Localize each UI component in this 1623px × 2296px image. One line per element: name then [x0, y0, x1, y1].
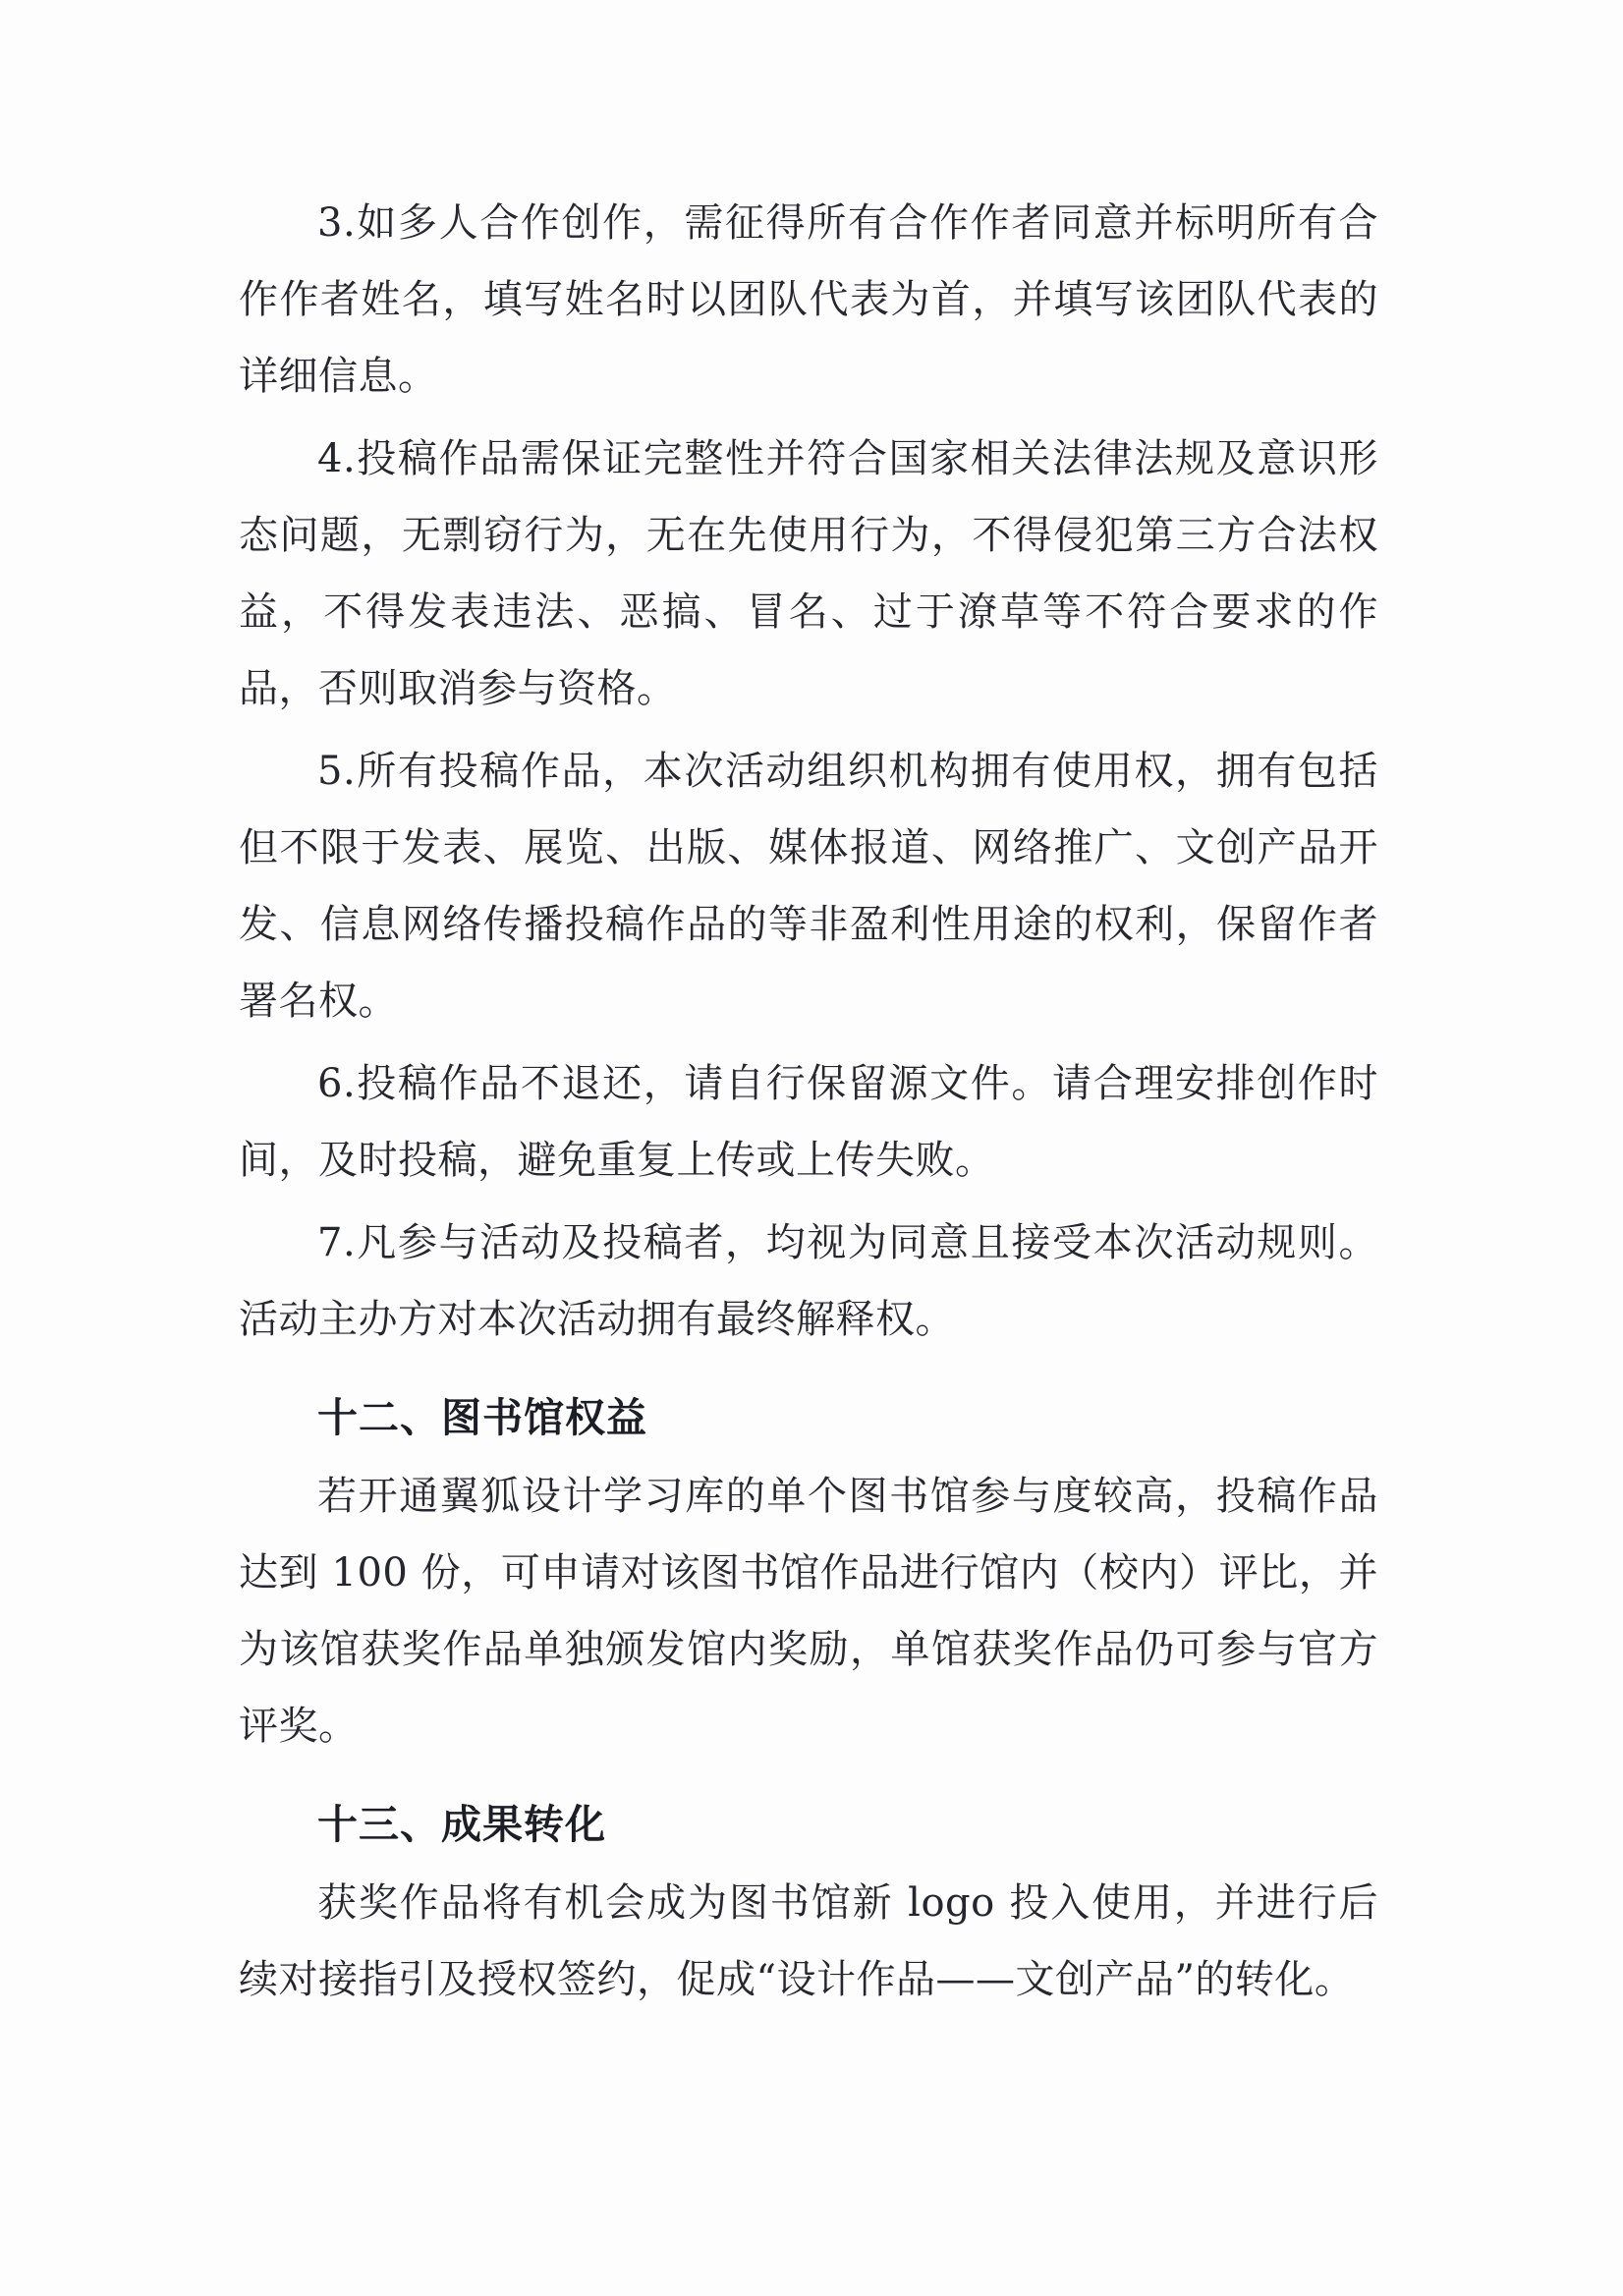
rule-item-6: 6.投稿作品不退还，请自行保留源文件。请合理安排创作时间，及时投稿，避免重复上传或上传失败。 — [239, 1061, 1378, 1183]
rule-item-5: 5.所有投稿作品，本次活动组织机构拥有使用权，拥有包括但不限于发表、展览、出版、媒体报道、网络推广、文创产品开发、信息网络传播投稿作品的等非盈利性用途的权利，保留作者署名权。 — [239, 749, 1378, 1024]
section-twelve-body: 若开通翼狐设计学习库的单个图书馆参与度较高，投稿作品达到 100 份，可申请对该图书馆作品进行馆内（校内）评比，并为该馆获奖作品单独颁发馆内奖励，单馆获奖作品仍可参与官方评奖。 — [239, 1474, 1378, 1749]
section-heading-thirteen: 十三、成果转化 — [317, 1801, 606, 1848]
section-thirteen-body: 获奖作品将有机会成为图书馆新 logo 投入使用，并进行后续对接指引及授权签约，促成“设计作品——文创产品”的转化。 — [239, 1880, 1378, 2002]
section-heading-twelve: 十二、图书馆权益 — [317, 1394, 647, 1441]
rule-item-3: 3.如多人合作创作，需征得所有合作作者同意并标明所有合作作者姓名，填写姓名时以团队代表为首，并填写该团队代表的详细信息。 — [239, 200, 1378, 399]
document-body — [239, 185, 1378, 2024]
rule-item-4: 4.投稿作品需保证完整性并符合国家相关法律法规及意识形态问题，无剽窃行为，无在先使用行为，不得侵犯第三方合法权益，不得发表违法、恶搞、冒名、过于潦草等不符合要求的作品，否则取消参与资格。 — [239, 436, 1378, 711]
rule-item-7: 7.凡参与活动及投稿者，均视为同意且接受本次活动规则。活动主办方对本次活动拥有最终解释权。 — [239, 1220, 1378, 1342]
